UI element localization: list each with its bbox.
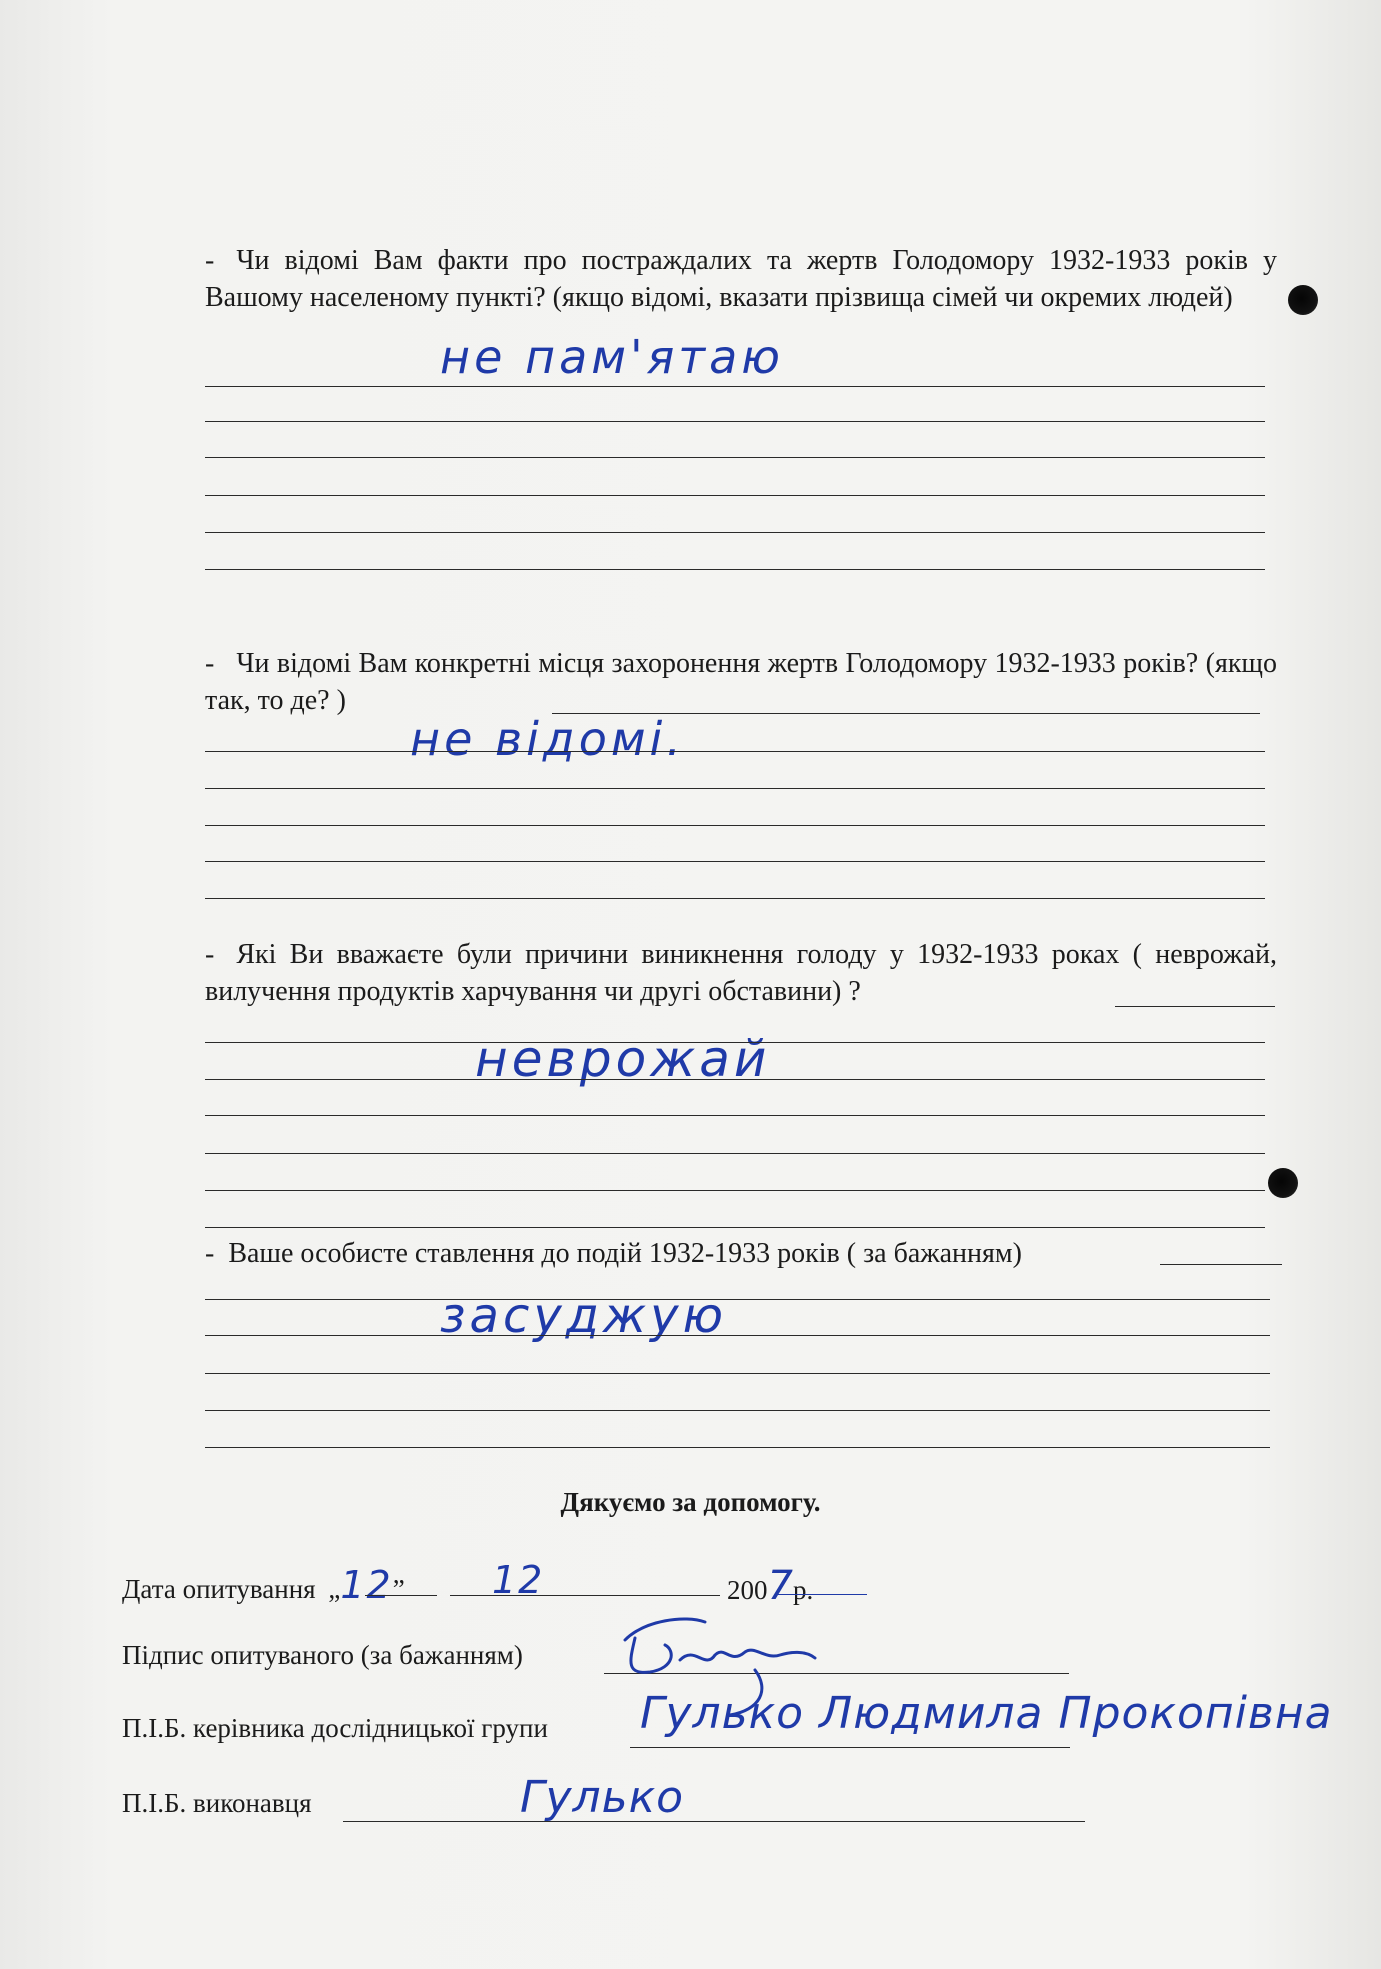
- answer-3-line-6: [205, 1227, 1265, 1228]
- group-leader-line: [630, 1747, 1070, 1748]
- question-4-inline-line: [1160, 1264, 1282, 1265]
- answer-4-line-5: [205, 1447, 1270, 1448]
- question-3: [205, 936, 1277, 1010]
- question-3-inline-line: [1115, 1006, 1275, 1007]
- question-2-text: Чи відомі Вам конкретні місця захоронення жертв Голодомору 1932-1933 років? (якщо так, то де? ): [205, 648, 1277, 716]
- answer-4-line-2: [205, 1335, 1270, 1336]
- date-year-line: [777, 1594, 867, 1595]
- date-year: [727, 1563, 813, 1609]
- question-1: [205, 242, 1277, 316]
- answer-3-line-3: [205, 1115, 1265, 1116]
- executor-line: [343, 1821, 1085, 1822]
- thanks-heading: Дякуємо за допомогу.: [560, 1487, 821, 1517]
- group-leader-row: [122, 1713, 548, 1744]
- date-year-digit-handwritten: 7: [767, 1563, 793, 1609]
- answer-2-line-1: [205, 751, 1265, 752]
- survey-date-row: [122, 1563, 405, 1607]
- date-year-prefix: 200: [727, 1575, 768, 1605]
- answer-2-handwritten: не відомі.: [410, 712, 685, 766]
- answer-4-line-1: [205, 1299, 1270, 1300]
- question-2-dash: -: [205, 648, 215, 679]
- answer-1-line-1: [205, 386, 1265, 387]
- executor-row: [122, 1788, 312, 1819]
- answer-1-line-3: [205, 457, 1265, 458]
- punch-hole-top: [1288, 285, 1318, 315]
- question-4: [205, 1235, 1205, 1272]
- answer-4-handwritten: засуджую: [440, 1288, 727, 1344]
- group-leader-label: П.І.Б. керівника дослідницької групи: [122, 1713, 548, 1743]
- answer-2-line-5: [205, 898, 1265, 899]
- answer-2-line-2: [205, 788, 1265, 789]
- answer-3-line-4: [205, 1153, 1265, 1154]
- punch-hole-bottom: [1268, 1168, 1298, 1198]
- question-1-dash: -: [205, 245, 215, 276]
- date-day-handwritten: 12: [340, 1563, 393, 1607]
- date-day-line: [365, 1595, 437, 1596]
- executor-label: П.І.Б. виконавця: [122, 1788, 312, 1818]
- survey-date-label: Дата опитування: [122, 1574, 316, 1604]
- respondent-signature-row: [122, 1640, 523, 1671]
- answer-1-line-6: [205, 569, 1265, 570]
- answer-3-handwritten: неврожай: [475, 1030, 771, 1088]
- date-quote-close: ”: [392, 1574, 405, 1604]
- date-quote-open: „: [328, 1574, 341, 1604]
- executor-signature-handwritten: Гулько: [520, 1772, 685, 1823]
- group-leader-name-handwritten: Гулько Людмила Прокопівна: [640, 1688, 1333, 1739]
- answer-1-line-2: [205, 421, 1265, 422]
- question-4-text: Ваше особисте ставлення до подій 1932-1933 років ( за бажанням): [228, 1238, 1022, 1269]
- question-3-dash: -: [205, 939, 215, 970]
- answer-1-line-4: [205, 495, 1265, 496]
- date-month-handwritten: 12: [492, 1558, 545, 1602]
- answer-3-line-1: [205, 1042, 1265, 1043]
- answer-4-line-4: [205, 1410, 1270, 1411]
- date-year-suffix: р.: [792, 1575, 814, 1605]
- answer-2-line-3: [205, 825, 1265, 826]
- question-4-dash: -: [205, 1238, 215, 1269]
- answer-4-line-3: [205, 1373, 1270, 1374]
- answer-3-line-2: [205, 1079, 1265, 1080]
- answer-1-line-5: [205, 532, 1265, 533]
- answer-3-line-5: [205, 1190, 1265, 1191]
- question-1-text: Чи відомі Вам факти про постраждалих та жертв Голодомору 1932-1933 років у Вашому населеному пункті? (якщо відомі, вказати прізвища сімей чи окремих людей): [205, 245, 1277, 313]
- answer-1-handwritten: не пам'ятаю: [440, 330, 784, 384]
- respondent-signature-label: Підпис опитуваного (за бажанням): [122, 1640, 523, 1670]
- question-2: [205, 645, 1277, 719]
- question-3-text: Які Ви вважаєте були причини виникнення голоду у 1932-1933 роках ( неврожай, вилучення продуктів харчування чи другі обставини) ?: [205, 939, 1277, 1007]
- date-month-line: [450, 1595, 720, 1596]
- answer-2-line-4: [205, 861, 1265, 862]
